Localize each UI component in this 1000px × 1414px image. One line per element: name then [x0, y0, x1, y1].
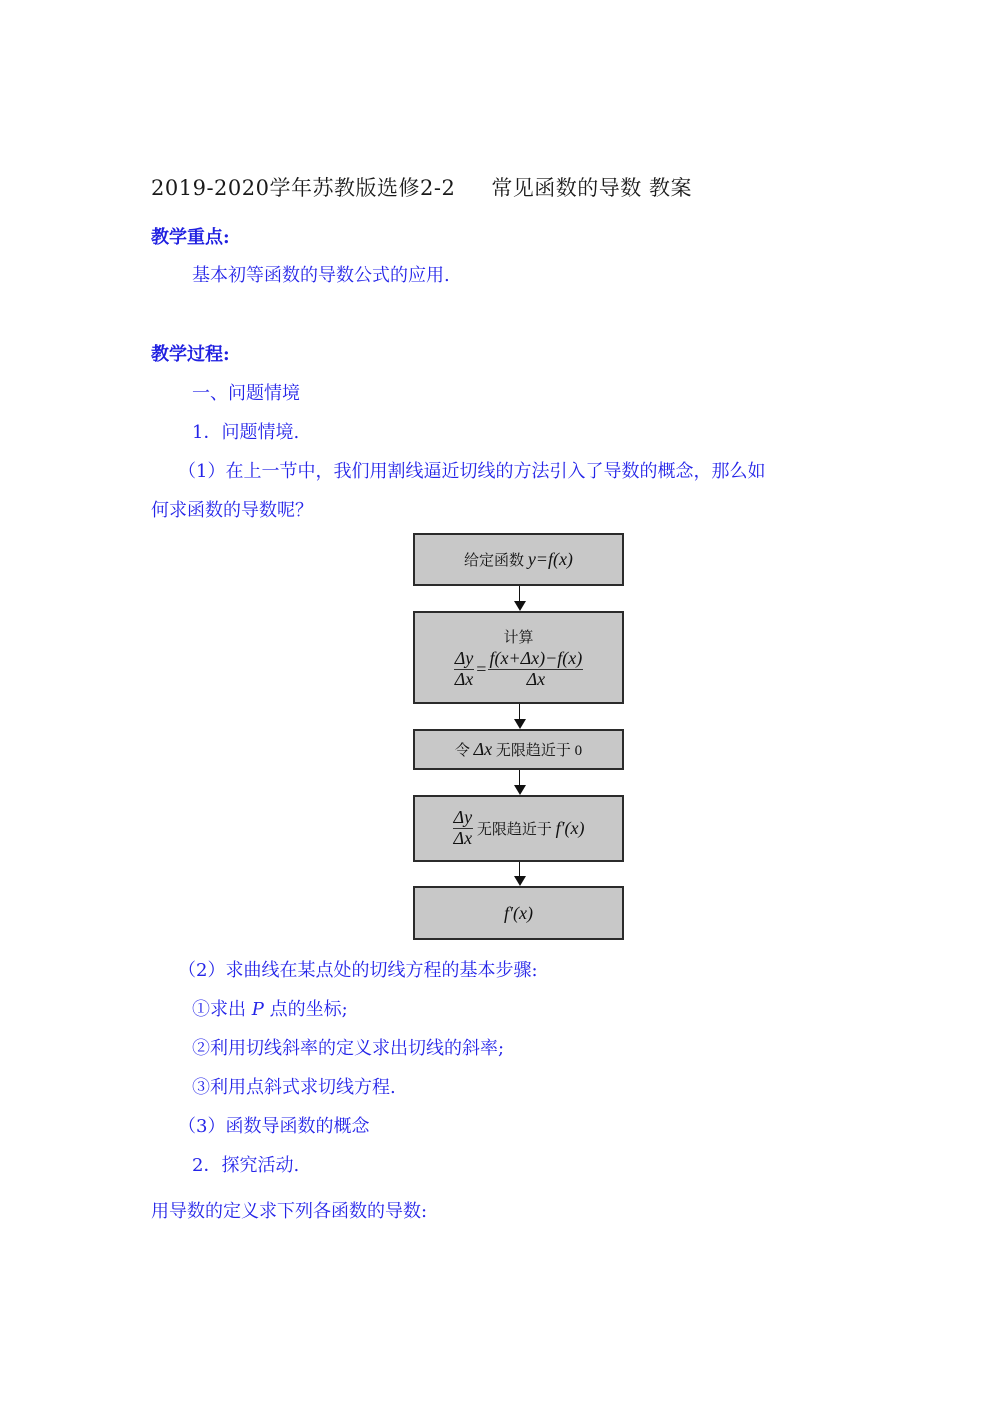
step3: ③利用点斜式求切线方程. — [192, 1077, 396, 1098]
step2: ②利用切线斜率的定义求出切线的斜率; — [192, 1038, 505, 1059]
arrow-down-icon — [514, 719, 526, 729]
flow-box-given-function — [413, 533, 624, 586]
document-title — [151, 172, 692, 202]
arrow-down-icon — [514, 601, 526, 611]
step1: ①求出 P 点的坐标; — [192, 999, 348, 1020]
question1-line1: （1）在上一节中，我们用割线逼近切线的方法引入了导数的概念，那么如 — [178, 461, 766, 482]
equals-sign: = — [476, 658, 487, 679]
arrow-down-icon — [514, 785, 526, 795]
process-heading: 教学过程: — [151, 344, 230, 365]
flow-box-compute — [413, 611, 624, 704]
part1-heading: 一、问题情境 — [192, 383, 300, 404]
question2: （2）求曲线在某点处的切线方程的基本步骤: — [178, 960, 538, 981]
key-point-text: 基本初等函数的导数公式的应用. — [192, 265, 450, 286]
flow-box2-label: 计算 — [503, 629, 534, 646]
arrow-line — [519, 586, 520, 602]
arrow-line — [519, 862, 520, 877]
quotient-fraction: $\frac{\Delta y}{\Delta x}$ — [453, 807, 473, 848]
item2: 2．探究活动. — [192, 1155, 300, 1176]
flow-box-derivative: f′(x) — [413, 886, 624, 940]
difference-quotient — [454, 649, 584, 690]
task-text: 用导数的定义求下列各函数的导数: — [151, 1201, 428, 1222]
title-topic: 常见函数的导数 教案 — [491, 176, 692, 200]
question1-line2: 何求函数的导数呢？ — [151, 500, 313, 521]
flow-box1-formula: y=f(x) — [527, 549, 573, 569]
arrow-down-icon — [514, 876, 526, 886]
item1: 1．问题情境. — [192, 422, 300, 443]
flow-box1-label: 给定函数 — [464, 553, 525, 569]
arrow-line — [519, 770, 520, 786]
flow-box-limit: 令 Δx 无限趋近于 0 — [413, 729, 624, 770]
question3: （3）函数导函数的概念 — [178, 1116, 370, 1137]
key-point-heading: 教学重点: — [151, 227, 230, 248]
flow-box-approach: $\frac{\Delta y}{\Delta x}$ 无限趋近于 f′(x) — [413, 795, 624, 862]
title-course: 2019-2020学年苏教版选修2-2 — [151, 176, 456, 200]
arrow-line — [519, 704, 520, 720]
rhs-fraction: $\frac{f(x+\Delta x)-f(x)}{\Delta x}$ — [489, 647, 583, 689]
lhs-fraction: $\frac{\Delta y}{\Delta x}$ — [454, 647, 474, 689]
